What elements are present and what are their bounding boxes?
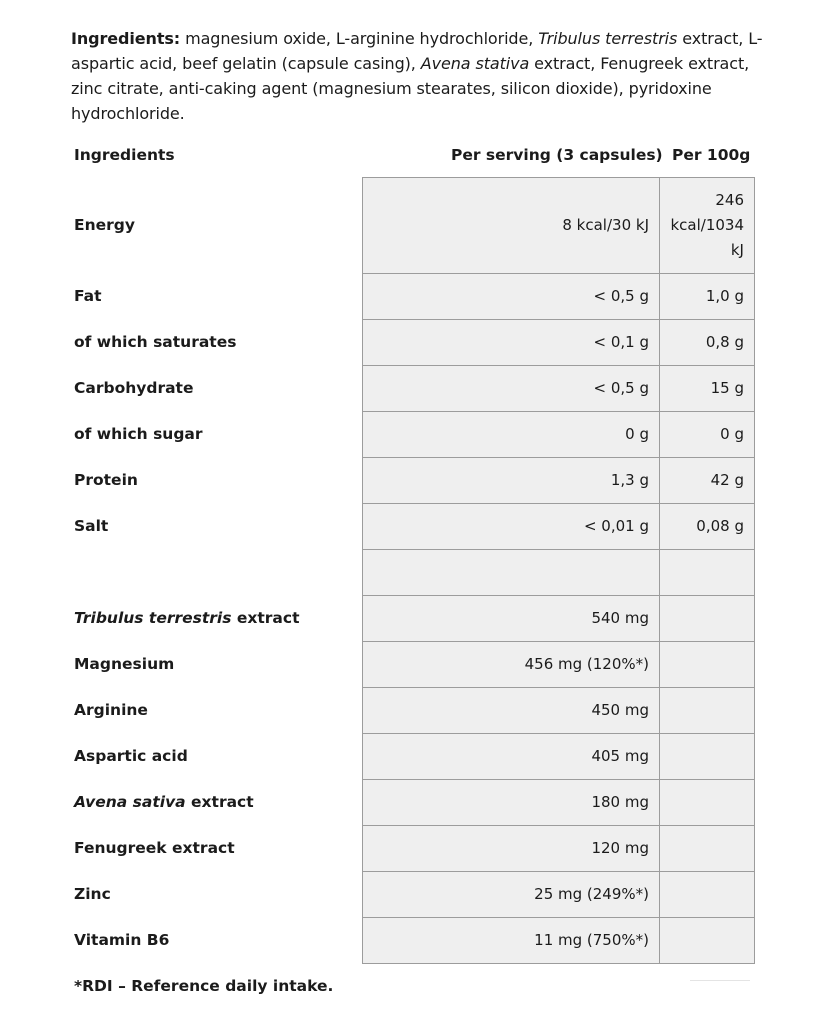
- active-label-avena-rest: extract: [185, 793, 254, 811]
- row-per100-carbohydrate: 15 g: [710, 379, 744, 397]
- row-label-sugar: of which sugar: [74, 425, 203, 443]
- active-label-aspartic: Aspartic acid: [74, 747, 188, 765]
- energy-per100-line1: 246: [715, 191, 744, 209]
- active-serving-fenugreek: 120 mg: [591, 839, 649, 857]
- vitamin-b6-per100-cell: [659, 917, 755, 964]
- header-ingredients: Ingredients: [74, 146, 175, 164]
- row-label-fat: Fat: [74, 287, 102, 305]
- active-label-fenugreek: Fenugreek extract: [74, 839, 235, 857]
- arginine-per100-cell: [659, 687, 755, 734]
- row-per100-saturates: 0,8 g: [705, 333, 744, 351]
- row-per100-sugar: 0 g: [720, 425, 744, 443]
- energy-per100-line2: kcal/1034: [670, 216, 744, 234]
- ingredients-heading: Ingredients:: [71, 29, 181, 48]
- ingredients-italic-1: Tribulus terrestris: [538, 29, 678, 48]
- active-serving-magnesium: 456 mg (120%*): [524, 655, 649, 673]
- row-label-salt: Salt: [74, 517, 109, 535]
- row-label-carbohydrate: Carbohydrate: [74, 379, 194, 397]
- row-serving-carbohydrate: < 0,5 g: [593, 379, 649, 397]
- row-per100-fat: 1,0 g: [705, 287, 744, 305]
- header-per-100g: Per 100g: [672, 146, 751, 164]
- active-label-magnesium: Magnesium: [74, 655, 175, 673]
- active-serving-zinc: 25 mg (249%*): [534, 885, 649, 903]
- row-label-saturates: of which saturates: [74, 333, 237, 351]
- tribulus-per100-cell: [659, 595, 755, 642]
- active-label-tribulus-rest: extract: [231, 609, 300, 627]
- row-per100-protein: 42 g: [710, 471, 744, 489]
- empty-serving-cell: [362, 549, 661, 596]
- active-label-tribulus-italic: Tribulus terrestris: [74, 609, 232, 627]
- row-serving-salt: < 0,01 g: [583, 517, 649, 535]
- ingredients-italic-2: Avena stativa: [420, 54, 530, 73]
- active-label-arginine: Arginine: [74, 701, 148, 719]
- row-serving-saturates: < 0,1 g: [593, 333, 649, 351]
- active-serving-arginine: 450 mg: [591, 701, 649, 719]
- ingredients-text-2: extract, L-aspartic acid, beef gelatin (capsule casing),: [71, 29, 763, 73]
- energy-label: Energy: [74, 216, 135, 234]
- row-serving-sugar: 0 g: [625, 425, 649, 443]
- fenugreek-per100-cell: [659, 825, 755, 872]
- empty-per100-cell: [659, 549, 755, 596]
- active-serving-avena: 180 mg: [591, 793, 649, 811]
- active-serving-vitamin-b6: 11 mg (750%*): [534, 931, 649, 949]
- active-label-tribulus: [74, 608, 300, 628]
- header-per-serving: Per serving (3 capsules): [451, 146, 663, 164]
- active-serving-tribulus: 540 mg: [591, 609, 649, 627]
- divider: [690, 980, 750, 981]
- ingredients-text-1: magnesium oxide, L-arginine hydrochloride,: [180, 29, 539, 48]
- row-per100-salt: 0,08 g: [696, 517, 744, 535]
- row-serving-fat: < 0,5 g: [593, 287, 649, 305]
- ingredients-text-3: extract, Fenugreek extract, zinc citrate, anti-caking agent (magnesium stearates, silicon dioxide), pyridoxine hydrochloride.: [71, 54, 750, 123]
- row-label-protein: Protein: [74, 471, 138, 489]
- magnesium-per100-cell: [659, 641, 755, 688]
- aspartic-per100-cell: [659, 733, 755, 780]
- active-serving-aspartic: 405 mg: [591, 747, 649, 765]
- active-label-vitamin-b6: Vitamin B6: [74, 931, 170, 949]
- active-label-zinc: Zinc: [74, 885, 111, 903]
- zinc-per100-cell: [659, 871, 755, 918]
- active-label-avena: [74, 792, 254, 812]
- row-serving-protein: 1,3 g: [610, 471, 649, 489]
- active-label-avena-italic: Avena sativa: [74, 793, 186, 811]
- energy-per100-line3: kJ: [730, 241, 744, 259]
- avena-per100-cell: [659, 779, 755, 826]
- rdi-footnote: *RDI – Reference daily intake.: [74, 977, 334, 995]
- energy-serving-value: 8 kcal/30 kJ: [562, 216, 649, 234]
- sugar-serving-cell: [362, 411, 661, 458]
